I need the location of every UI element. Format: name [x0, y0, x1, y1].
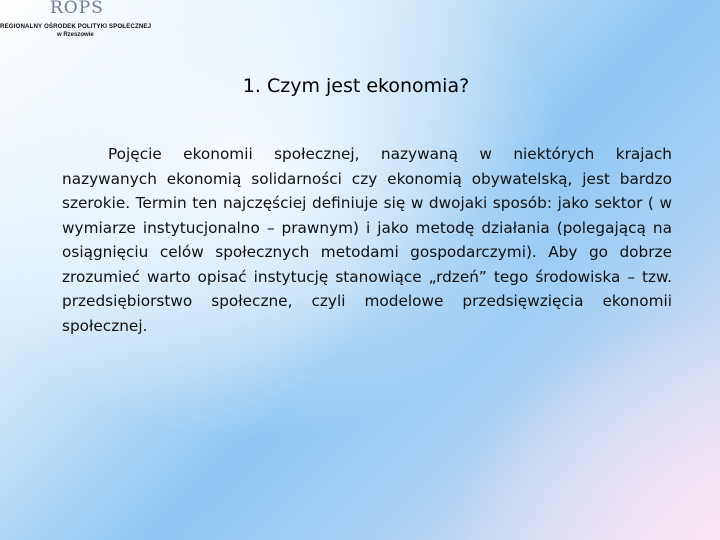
slide-paragraph: Pojęcie ekonomii społecznej, nazywaną w niektórych krajach nazywanych ekonomią solidarności czy ekonomią obywatelską, jest bardzo szerokie. Termin ten najczęściej definiuje się w dwojaki sposób: jako sektor ( w wymiarze instytucjonalno – prawnym) i jako metodę działania (polegającą na osiągnięciu celów społecznych metodami gospodarczymi). Aby go dobrze zrozumieć warto opisać instytucję stanowiące „rdzeń” tego środowiska – tzw. przedsiębiorstwo społeczne, czyli modelowe przedsięwzięcia ekonomii społecznej. [62, 145, 672, 335]
logo-location: w Rzeszowie [57, 32, 94, 38]
logo-mark: ROPS [50, 0, 104, 18]
rops-logo [0, 0, 170, 46]
logo-organization-name: REGIONALNY OŚRODEK POLITYKI SPOŁECZNEJ [0, 23, 152, 30]
slide-title: 1. Czym jest ekonomia? [242, 75, 470, 97]
